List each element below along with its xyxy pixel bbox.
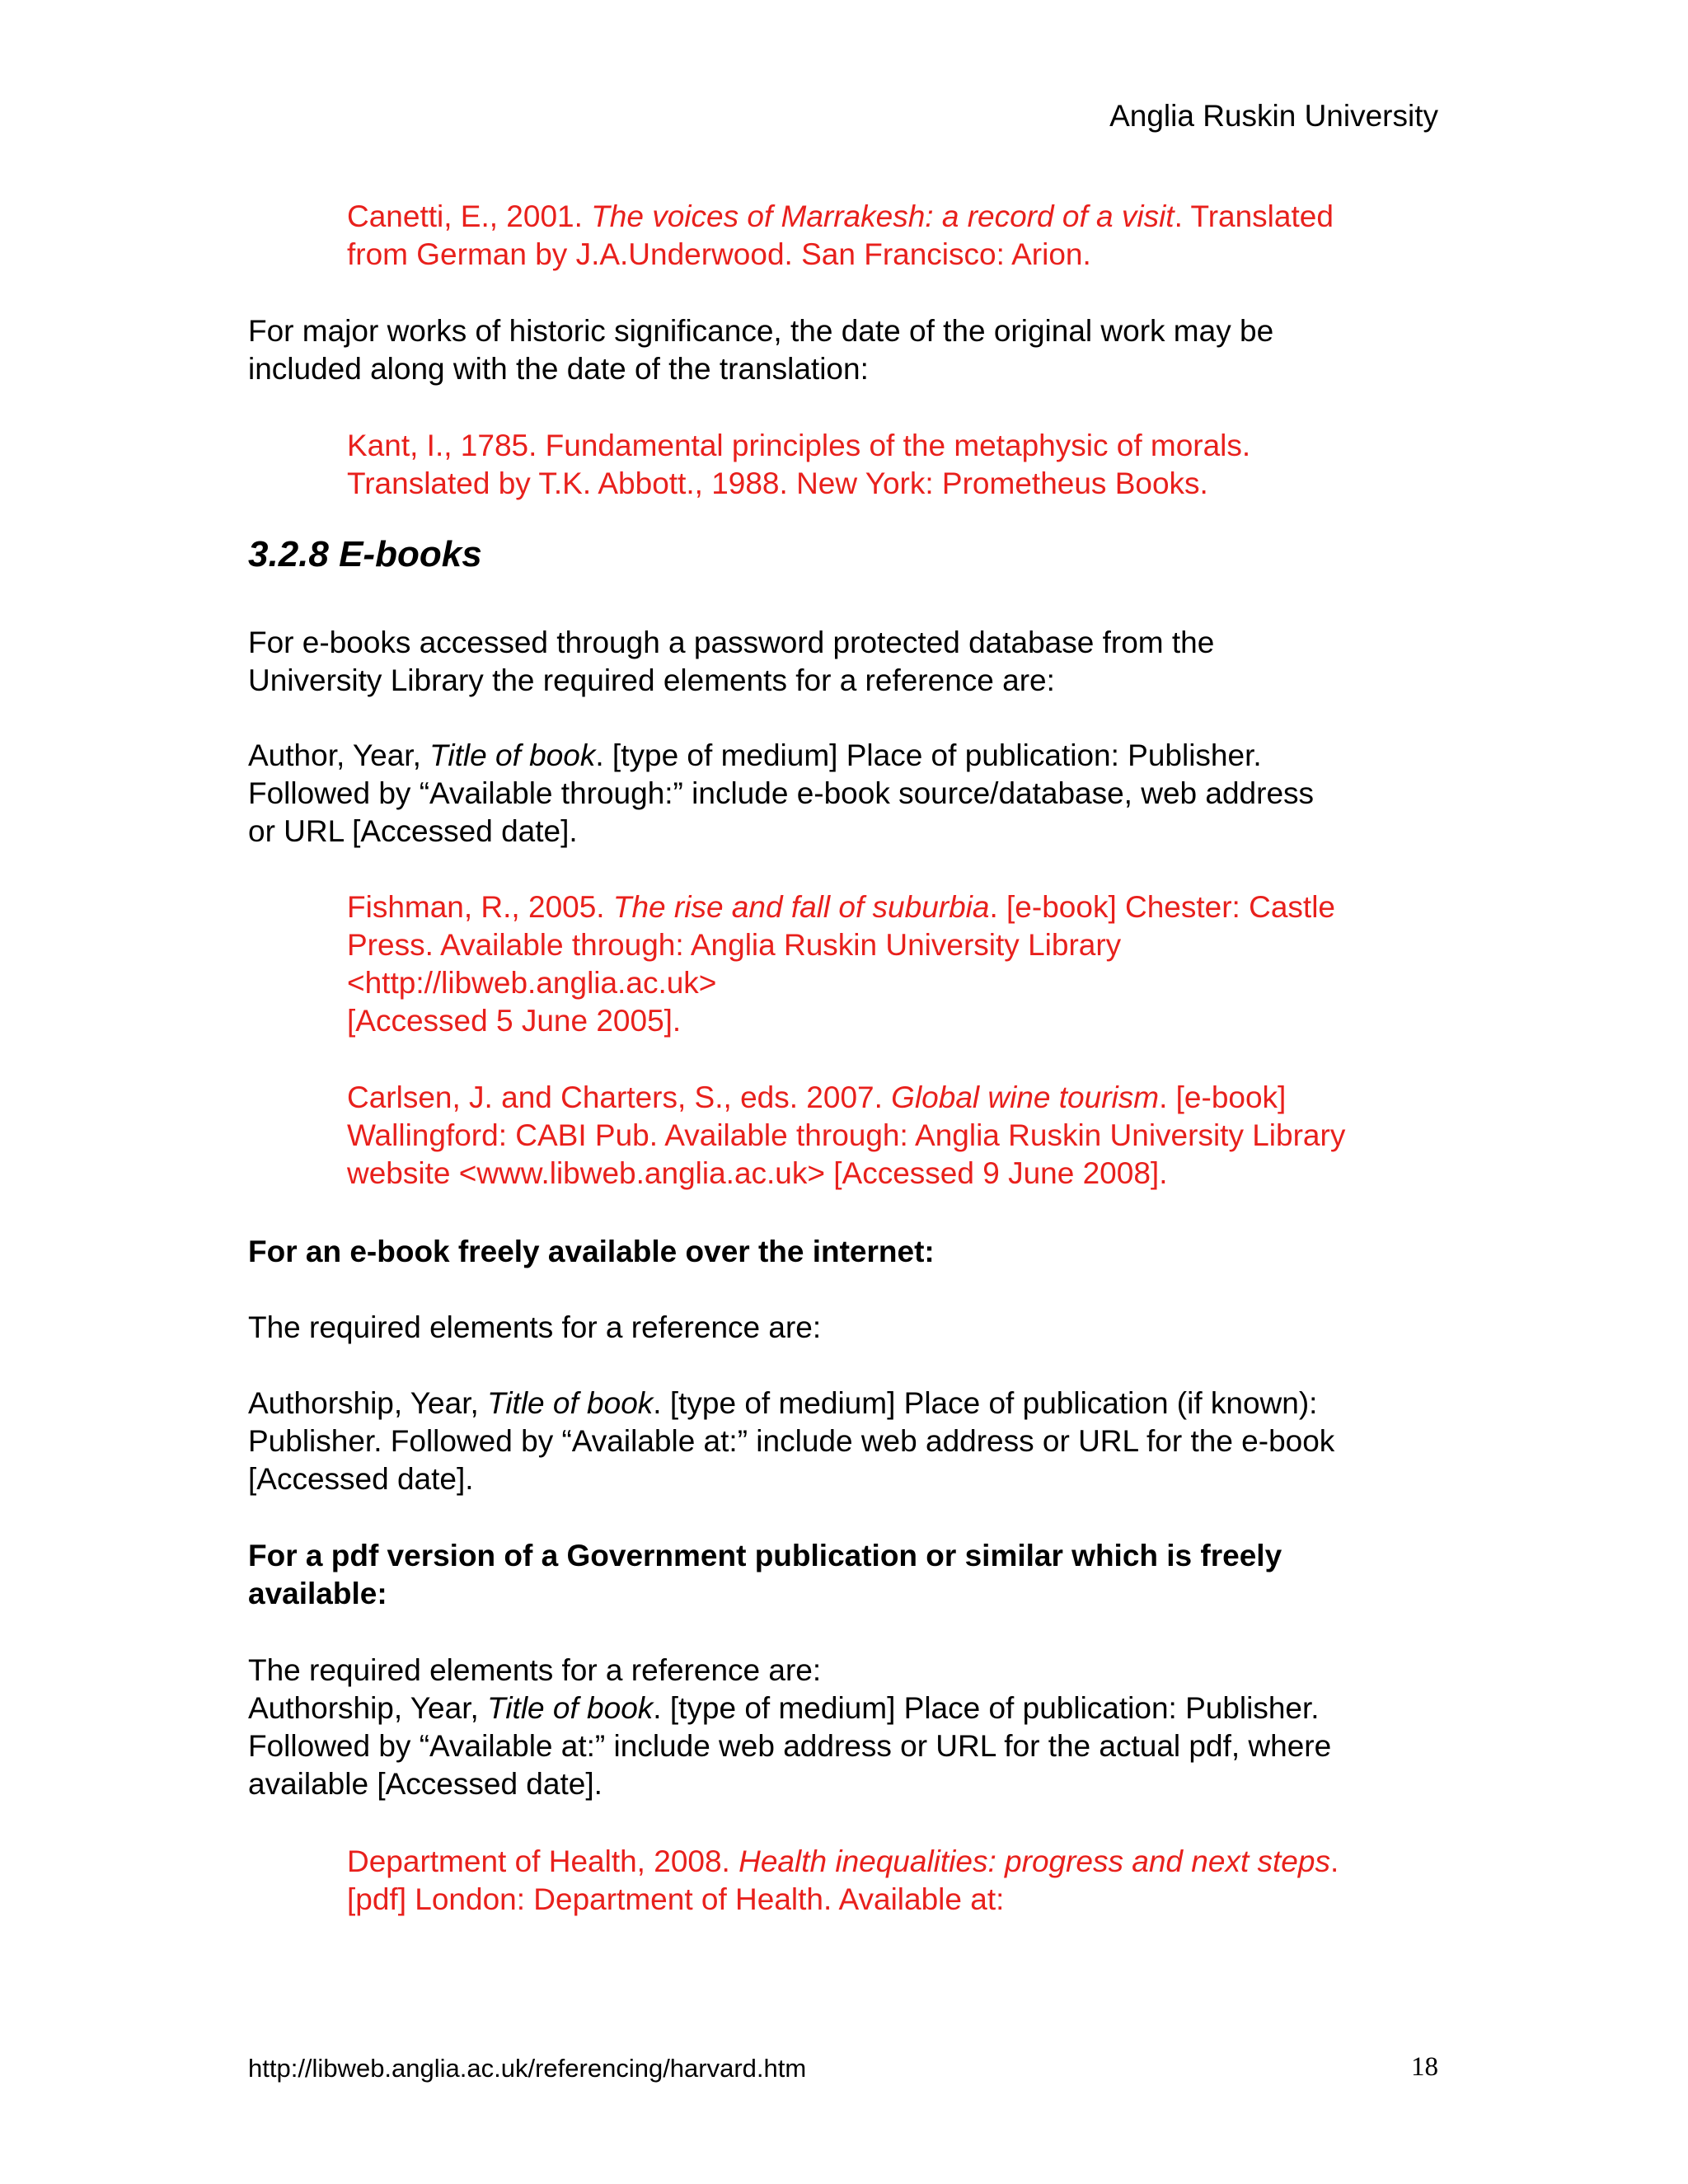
reference-line: Translated by T.K. Abbott., 1988. New York: Prometheus Books. [347,466,1208,500]
reference-line: Carlsen, J. and Charters, S., eds. 2007. Global wine tourism. [e-book] [347,1080,1287,1114]
reference-canetti [347,198,1451,274]
paragraph-pdf-format [248,1652,1451,1803]
reference-carlsen [347,1079,1451,1193]
paragraph-line: For major works of historic significance, the date of the original work may be [248,314,1274,348]
subheading-line: available: [248,1577,387,1610]
reference-url: <http://libweb.anglia.ac.uk> [347,966,717,1000]
reference-line: Kant, I., 1785. Fundamental principles of the metaphysic of morals. [347,429,1251,462]
footer-url: http://libweb.anglia.ac.uk/referencing/harvard.htm [248,2054,807,2083]
reference-line: website <www.libweb.anglia.ac.uk> [Accessed 9 June 2008]. [347,1156,1168,1190]
format-title: Title of book [487,1691,654,1725]
paragraph-free-ebook-format [248,1385,1451,1498]
format-title: Title of book [429,738,596,772]
paragraph-free-ebook-required [248,1309,1451,1347]
subheading-free-ebook [248,1233,1451,1271]
reference-line: [pdf] London: Department of Health. Available at: [347,1882,1005,1916]
section-heading: 3.2.8 E-books [248,534,482,574]
paragraph-line: For e-books accessed through a password protected database from the [248,626,1215,659]
reference-title: Health inequalities: progress and next steps [738,1844,1330,1878]
reference-title: Global wine tourism [891,1080,1160,1114]
paragraph-line: University Library the required elements for a reference are: [248,663,1055,697]
paragraph-line: Author, Year, Title of book. [type of medium] Place of publication: Publisher. [248,738,1262,772]
paragraph-line: available [Accessed date]. [248,1767,603,1801]
reference-line: Fishman, R., 2005. The rise and fall of suburbia. [e-book] Chester: Castle [347,890,1335,924]
reference-title: The rise and fall of suburbia [612,890,990,924]
paragraph-line: Publisher. Followed by “Available at:” include web address or URL for the e-book [248,1424,1335,1458]
subheading-line: For a pdf version of a Government publication or similar which is freely [248,1539,1282,1572]
reference-line: Department of Health, 2008. Health inequalities: progress and next steps. [347,1844,1339,1878]
reference-kant [347,427,1451,503]
paragraph-line: Followed by “Available at:” include web address or URL for the actual pdf, where [248,1729,1332,1763]
format-title: Title of book [487,1386,654,1420]
subheading-line: For an e-book freely available over the internet: [248,1235,935,1268]
paragraph-line: Authorship, Year, Title of book. [type of medium] Place of publication (if known): [248,1386,1318,1420]
reference-fishman [347,888,1451,1040]
reference-title: The voices of Marrakesh: a record of a visit [591,199,1175,233]
paragraph-ebooks-intro [248,624,1451,700]
paragraph-line: Followed by “Available through:” include e-book source/database, web address [248,776,1315,810]
paragraph-line: The required elements for a reference are: [248,1653,822,1687]
reference-line: Wallingford: CABI Pub. Available through: Anglia Ruskin University Library [347,1118,1346,1152]
subheading-pdf [248,1537,1451,1613]
reference-line: from German by J.A.Underwood. San Francisco: Arion. [347,237,1091,271]
paragraph-line: included along with the date of the translation: [248,352,869,386]
reference-line: Canetti, E., 2001. The voices of Marrakesh: a record of a visit. Translated [347,199,1334,233]
reference-line: [Accessed 5 June 2005]. [347,1004,682,1038]
paragraph-line: [Accessed date]. [248,1462,474,1496]
paragraph-line: Authorship, Year, Title of book. [type of medium] Place of publication: Publisher. [248,1691,1320,1725]
paragraph-ebooks-format [248,737,1451,851]
reference-line: Press. Available through: Anglia Ruskin University Library [347,928,1122,962]
paragraph-historic-intro [248,312,1451,388]
paragraph-line: The required elements for a reference are: [248,1310,822,1344]
paragraph-line: or URL [Accessed date]. [248,814,578,848]
reference-department-of-health [347,1843,1451,1919]
header-institution: Anglia Ruskin University [1109,99,1438,133]
page-number: 18 [1411,2052,1438,2082]
